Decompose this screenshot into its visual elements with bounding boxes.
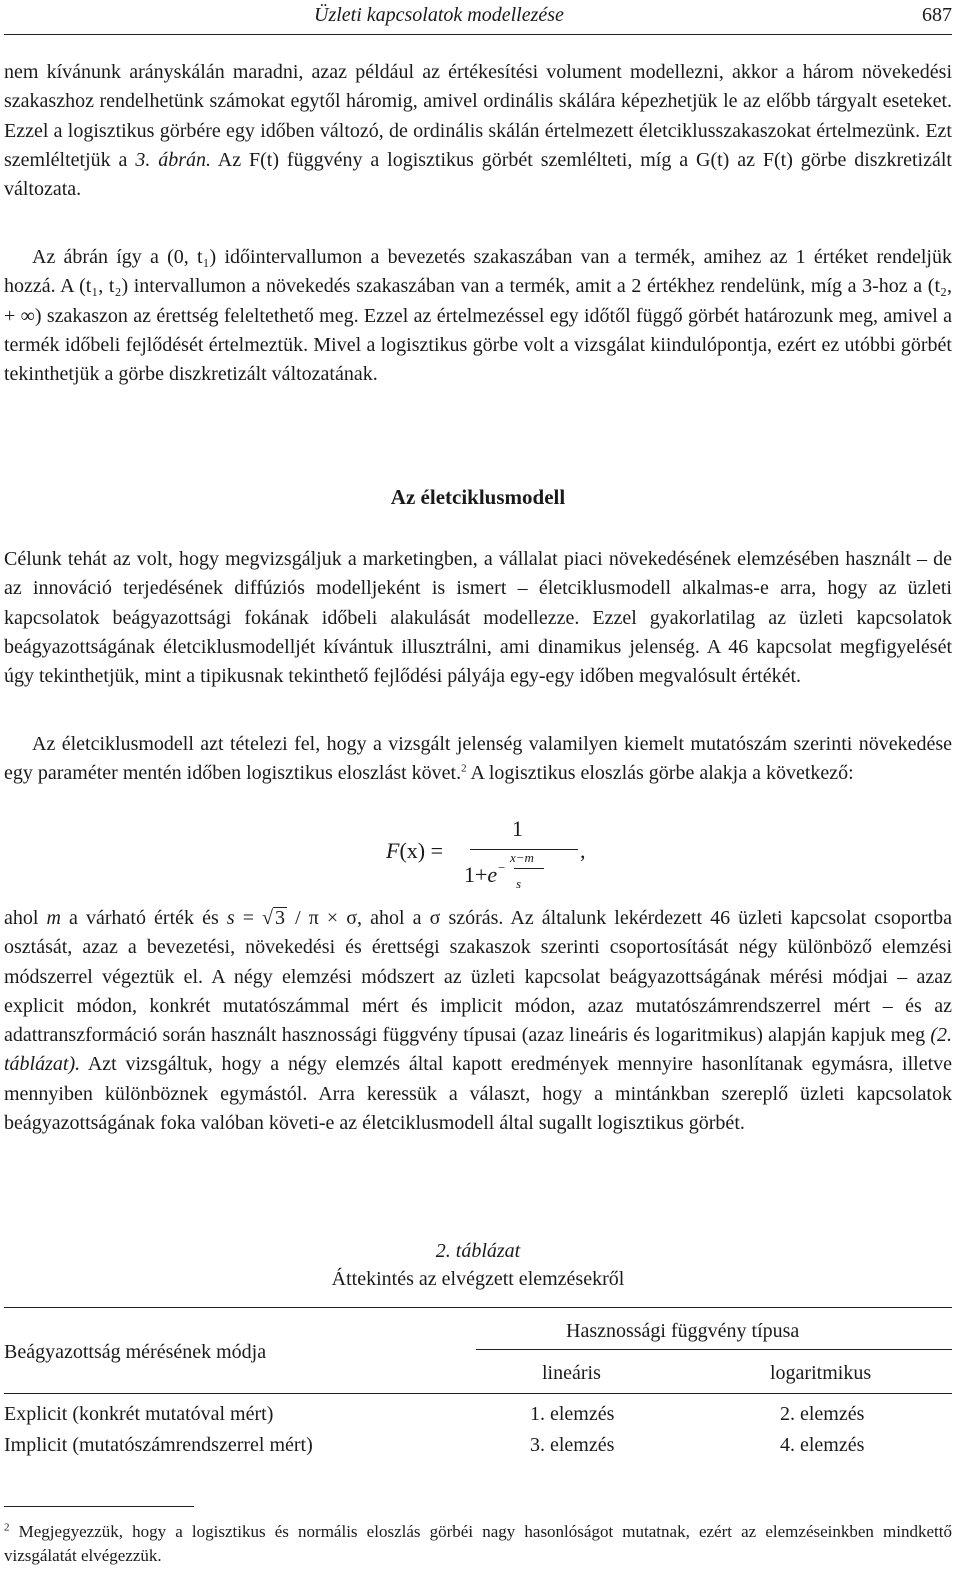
paragraph-5 xyxy=(4,904,952,1138)
running-title: Üzleti kapcsolatok modellezése xyxy=(314,4,564,26)
footnote-marker: 2 xyxy=(461,762,467,775)
page-number: 687 xyxy=(922,4,952,26)
sqrt-argument: 3 xyxy=(275,907,286,929)
table-reference: (2. táblázat). xyxy=(4,1024,952,1076)
logistic-formula xyxy=(386,816,626,906)
table-row-header: Beágyazottság mérésének módja xyxy=(4,1341,267,1363)
header-rule xyxy=(4,34,952,35)
table-group-rule xyxy=(476,1349,952,1350)
footnote xyxy=(4,1520,952,1568)
table-row-1-c1: 1. elemzés xyxy=(530,1403,615,1425)
formula-exponent-bar xyxy=(514,868,544,869)
footnote-number: 2 xyxy=(4,1521,10,1534)
var-s: s xyxy=(226,907,235,929)
section-title: Az életciklusmodell xyxy=(390,485,566,509)
footnote-rule xyxy=(4,1506,194,1507)
paragraph-5-s2: a várható érték és xyxy=(60,907,227,929)
table-group-header: Hasznossági függvény típusa xyxy=(566,1320,800,1342)
paragraph-2: Az ábrán így a (0, t₁) időintervallumon a bevezetés szakaszában van a termék, amihez az 1 értéket rendeljük hozzá. A (t₁, t₂) intervallumon a növekedés szakaszában van a termék, amit a 2 értékhez rendelünk, míg a 3-hoz a (t₂, + ∞) szakaszon az érettség feleltethető meg. Ezzel az értelmezéssel egy időtől függő görbét határozunk meg, amivel a termék időbeli fejlődését értelmeztük. Mivel a logisztikus görbe volt a vizsgálat kiindulópontja, ezért ez utóbbi görbét tekinthetjük a görbe diszkretizált változatának. xyxy=(4,246,952,386)
formula-exponent-minus: − xyxy=(498,860,506,875)
formula-denominator-base: 1+ xyxy=(464,862,488,887)
paragraph-1-text-a: nem kívánunk arányskálán maradni, azaz például az értékesítési volument modellezni, akkor a három növekedési szakaszhoz rendelhetünk számokat egytől háromig, amivel ordinális skálára képezhetjük le az előbb tárgyalt eseteket. Ezzel a logisztikus görbére egy időben változó, de ordinális skálán értelmezett életciklusszakaszokat értelmezünk. Ezt szemléltetjük a xyxy=(4,61,952,171)
table-row-2-label: Implicit (mutatószámrendszerrel mért) xyxy=(4,1434,313,1456)
table-col-linear: lineáris xyxy=(542,1362,601,1384)
table-label: 2. táblázat xyxy=(435,1240,521,1262)
table-header-rule xyxy=(4,1393,952,1394)
formula-lhs-rest: (x) = xyxy=(399,838,444,863)
sqrt-symbol: √ xyxy=(262,907,274,929)
footnote-text: Megjegyezzük, hogy a logisztikus és normális eloszlás görbéi nagy hasonlóságot mutatnak, ezért az elemzéseinkben mindkettő vizsgálatát elvégezzük. xyxy=(4,1522,952,1565)
table-row-1-c2: 2. elemzés xyxy=(780,1403,865,1425)
paragraph-5-s5: Azt vizsgáltuk, hogy a négy elemzés által kapott eredmények mennyire hasonlítanak egymásra, illetve mennyiben különböznek egymástól. Arra keressük a választ, hogy a mintánkban szereplő üzleti kapcsolatok beágyazottságának foka valóban követi-e az életciklusmodell által sugallt logisztikus görbét. xyxy=(4,1053,952,1135)
paragraph-4-text-a: Az életciklusmodell azt tételezi fel, hogy a vizsgált jelenség valamilyen kiemelt mutatószám szerinti növekedése egy paraméter mentén időben logisztikus eloszlást követ. xyxy=(4,733,952,785)
formula-comma: , xyxy=(580,838,586,863)
paragraph-3: Célunk tehát az volt, hogy megvizsgáljuk a marketingben, a vállalat piaci növekedésének elemzésében használt – de az innováció terjedésének diffúziós modelljeként is ismert – életciklusmodell alkalmas-e arra, hogy az üzleti kapcsolatok beágyazottsági fokának időbeli alakulását modellezze. Ezzel gyakorlatilag az üzleti kapcsolatok beágyazottságának életciklusmodelljét kívántuk illusztrálni, ami dinamikus jelenség. A 46 kapcsolat megfigyelését úgy tekinthetjük, mint a tipikusnak tekinthető fejlődési pályája egy-egy időben megvalósult értékét. xyxy=(4,548,952,688)
paragraph-1-text-b: Az F(t) függvény a logisztikus görbét szemlélteti, míg a G(t) az F(t) görbe diszkretizált változata. xyxy=(4,148,952,201)
formula-numerator: 1 xyxy=(512,816,523,841)
formula-denominator xyxy=(464,862,497,888)
formula-lhs xyxy=(386,838,443,864)
paragraph-5-s1: ahol xyxy=(4,907,47,929)
paragraph-4-text-b: A logisztikus eloszlás görbe alakja a következő: xyxy=(466,762,854,785)
table-row-2-c1: 3. elemzés xyxy=(530,1434,615,1456)
formula-exponent-denominator: s xyxy=(516,876,522,891)
paragraph-5-s4: / π × σ, ahol a σ szórás. Az általunk lekérdezett 46 üzleti kapcsolat csoportba osztását, azaz a bevezetési, növekedési és érettségi szakaszok szerinti csoportosítását négy különböző elemzési módszerrel végeztük el. A négy elemzési módszert az üzleti kapcsolat beágyazottságának mérési módjai – azaz explicit módon, konkrét mutatószámmal mért és implicit módon, azaz mutatószámrendszerrel mért – és az adattranszformáció során használt hasznossági függvény típusai (azaz lineáris és logaritmikus) alapján kapjuk meg xyxy=(4,907,953,1047)
table-caption: Áttekintés az elvégzett elemzésekről xyxy=(331,1268,625,1290)
paragraph-4 xyxy=(4,730,952,789)
table-row-2-c2: 4. elemzés xyxy=(780,1434,865,1456)
formula-e: e xyxy=(487,862,498,887)
running-header xyxy=(4,4,952,32)
table-top-rule xyxy=(4,1307,952,1308)
page xyxy=(4,0,952,1576)
formula-exponent-numerator: x−m xyxy=(510,850,534,865)
var-m: m xyxy=(46,907,61,929)
paragraph-1 xyxy=(4,58,952,204)
formula-lhs-f: F xyxy=(386,838,400,863)
table-col-log: logaritmikus xyxy=(770,1362,872,1384)
figure-reference: 3. ábrán. xyxy=(135,148,211,171)
table-row-1-label: Explicit (konkrét mutatóval mért) xyxy=(4,1403,274,1425)
paragraph-5-s3: = xyxy=(234,907,263,929)
